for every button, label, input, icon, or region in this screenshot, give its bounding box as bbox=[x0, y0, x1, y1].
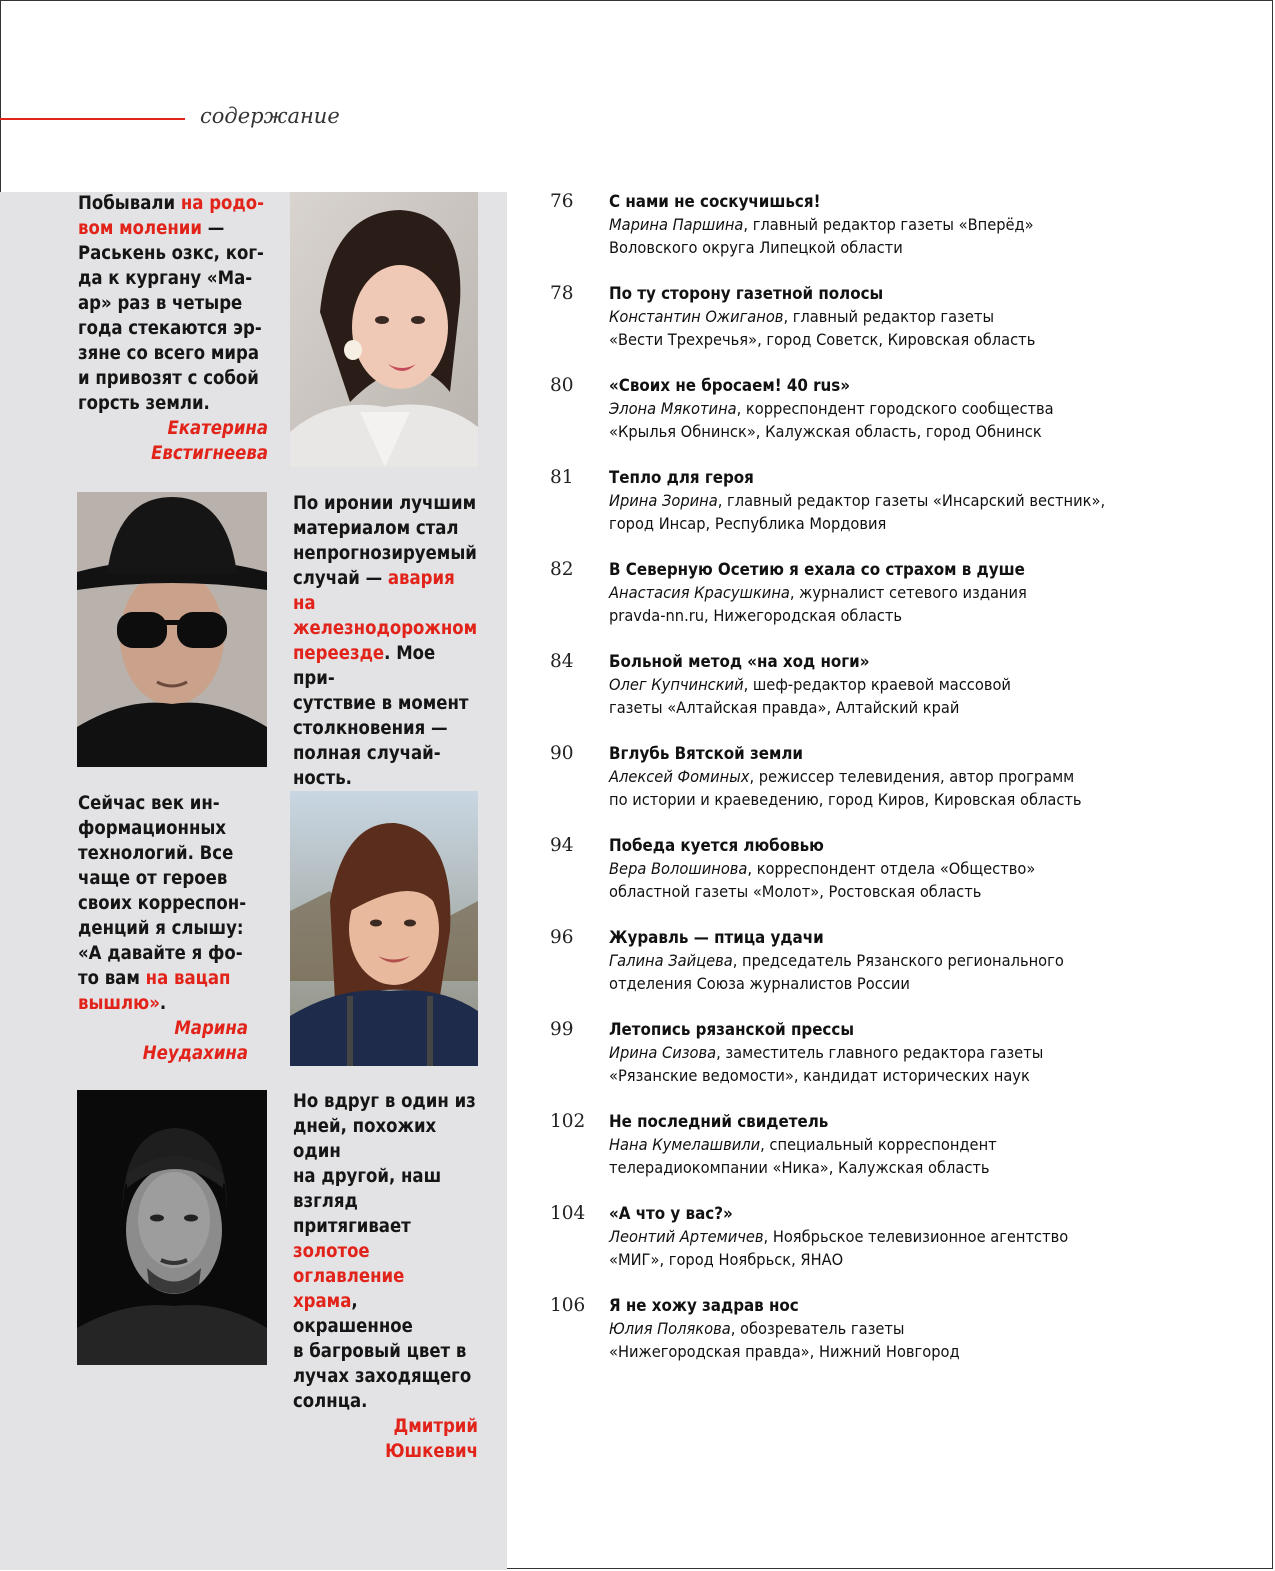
toc-title: Не последний свидетель bbox=[609, 1111, 829, 1131]
toc-description: , специальный корреспондент телерадиокомпании «Ника», Калужская область bbox=[609, 1135, 997, 1177]
toc-page-number: 81 bbox=[550, 467, 574, 488]
toc-page-number: 99 bbox=[550, 1019, 574, 1040]
quote-2: По иронии лучшим материалом стал непрогнозируемый случай — авария на железнодорожном переезде. Мое при- сутствие в момент столкновения — полная случай- ность. bbox=[293, 491, 478, 816]
toc-entry[interactable] bbox=[550, 558, 1250, 638]
toc-title: Победа куется любовью bbox=[609, 835, 824, 855]
toc-author: Элона Мякотина bbox=[609, 399, 737, 418]
toc-title: Журавль — птица удачи bbox=[609, 927, 824, 947]
toc-page-number: 84 bbox=[550, 651, 574, 672]
toc-entry[interactable] bbox=[550, 282, 1250, 362]
toc-page-number: 78 bbox=[550, 283, 574, 304]
toc-entry[interactable] bbox=[550, 926, 1250, 1006]
toc-author: Галина Зайцева bbox=[609, 951, 733, 970]
quote-1: Побывали на родо- вом молении — Раськень озкс, ког- да к кургану «Ма- ар» раз в четыре года стекаются эр- зяне со всего мира и привозят с собой горсть земли. Екатерина Евстигнеева bbox=[78, 193, 268, 464]
toc-page-number: 96 bbox=[550, 927, 574, 948]
toc-title: Тепло для героя bbox=[609, 467, 754, 487]
toc-page-number: 80 bbox=[550, 375, 574, 396]
toc-author: Ирина Сизова bbox=[609, 1043, 717, 1062]
section-title: содержание bbox=[200, 104, 340, 128]
toc-page-number: 102 bbox=[550, 1111, 586, 1132]
toc-description: , корреспондент отдела «Общество» областной газеты «Молот», Ростовская область bbox=[609, 859, 1036, 901]
toc-entry[interactable] bbox=[550, 1110, 1250, 1190]
toc-description: , обозреватель газеты «Нижегородская правда», Нижний Новгород bbox=[609, 1319, 960, 1361]
toc-page-number: 106 bbox=[550, 1295, 586, 1316]
toc-author: Нана Кумелашвили bbox=[609, 1135, 761, 1154]
toc-page-number: 76 bbox=[550, 191, 574, 212]
toc-author: Юлия Полякова bbox=[609, 1319, 731, 1338]
toc-description: , шеф-редактор краевой массовой газеты «Алтайская правда», Алтайский край bbox=[609, 675, 1011, 717]
portrait-photo-3 bbox=[290, 791, 478, 1066]
quote-author: Марина Неудахина bbox=[142, 1018, 248, 1064]
toc-entry[interactable] bbox=[550, 1294, 1250, 1374]
toc-author: Ирина Зорина bbox=[609, 491, 718, 510]
toc-entry[interactable] bbox=[550, 374, 1250, 454]
toc-title: С нами не соскучишься! bbox=[609, 191, 821, 211]
toc-author: Олег Купчинский bbox=[609, 675, 744, 694]
quote-author: Дмитрий Юшкевич bbox=[385, 1416, 478, 1462]
toc-title: По ту сторону газетной полосы bbox=[609, 283, 884, 303]
toc-page-number: 90 bbox=[550, 743, 574, 764]
toc-entry[interactable] bbox=[550, 742, 1250, 822]
toc-author: Марина Паршина bbox=[609, 215, 744, 234]
toc-description: , журналист сетевого издания pravda-nn.ru, Нижегородская область bbox=[609, 583, 1027, 625]
toc-title: «А что у вас?» bbox=[609, 1203, 733, 1223]
toc-description: , корреспондент городского сообщества «Крылья Обнинск», Калужская область, город Обнинск bbox=[609, 399, 1054, 441]
toc-page-number: 104 bbox=[550, 1203, 586, 1224]
toc-description: , режиссер телевидения, автор программ по истории и краеведению, город Киров, Кировская область bbox=[609, 767, 1082, 809]
toc-title: Я не хожу задрав нос bbox=[609, 1295, 799, 1315]
toc-page-number: 94 bbox=[550, 835, 574, 856]
toc-description: , главный редактор газеты «Инсарский вестник», город Инсар, Республика Мордовия bbox=[609, 491, 1106, 533]
header-rule bbox=[0, 118, 185, 120]
quote-author: Екатерина Евстигнеева bbox=[151, 418, 268, 464]
toc-title: Больной метод «на ход ноги» bbox=[609, 651, 870, 671]
toc-description: , заместитель главного редактора газеты «Рязанские ведомости», кандидат исторических наук bbox=[609, 1043, 1044, 1085]
toc-title: Летопись рязанской прессы bbox=[609, 1019, 854, 1039]
toc-description: , председатель Рязанского регионального отделения Союза журналистов России bbox=[609, 951, 1064, 993]
portrait-photo-1 bbox=[290, 192, 478, 467]
portrait-photo-2 bbox=[77, 492, 267, 767]
toc-author: Константин Ожиганов bbox=[609, 307, 784, 326]
toc-title: В Северную Осетию я ехала со страхом в душе bbox=[609, 559, 1025, 579]
toc-description: , главный редактор газеты «Вперёд» Воловского округа Липецкой области bbox=[609, 215, 1034, 257]
toc-author: Алексей Фоминых bbox=[609, 767, 750, 786]
toc-entry[interactable] bbox=[550, 1202, 1250, 1282]
toc-entry[interactable] bbox=[550, 190, 1250, 270]
toc-title: «Своих не бросаем! 40 rus» bbox=[609, 375, 851, 395]
toc-entry[interactable] bbox=[550, 650, 1250, 730]
toc-page-number: 82 bbox=[550, 559, 574, 580]
portrait-photo-4 bbox=[77, 1090, 267, 1365]
toc-author: Анастасия Красушкина bbox=[609, 583, 790, 602]
toc-author: Вера Волошинова bbox=[609, 859, 748, 878]
quote-4: Но вдруг в один из дней, похожих один на другой, наш взгляд притягивает золотое оглавление храма, окрашенное в багровый цвет в лучах заходящего солнца. Дмитрий Юшкевич bbox=[293, 1091, 478, 1462]
toc-entry[interactable] bbox=[550, 834, 1250, 914]
toc-description: , Ноябрьское телевизионное агентство «МИГ», город Ноябрьск, ЯНАО bbox=[609, 1227, 1069, 1269]
quote-3: Сейчас век ин- формационных технологий. Все чаще от героев своих корреспон- денций я слышу: «А давайте я фо- то вам на вацап вышлю». Марина Неудахина bbox=[78, 793, 248, 1064]
toc-author: Леонтий Артемичев bbox=[609, 1227, 764, 1246]
toc-title: Вглубь Вятской земли bbox=[609, 743, 803, 763]
toc-description: , главный редактор газеты «Вести Трехречья», город Советск, Кировская область bbox=[609, 307, 1036, 349]
toc-entry[interactable] bbox=[550, 466, 1250, 546]
toc-entry[interactable] bbox=[550, 1018, 1250, 1098]
